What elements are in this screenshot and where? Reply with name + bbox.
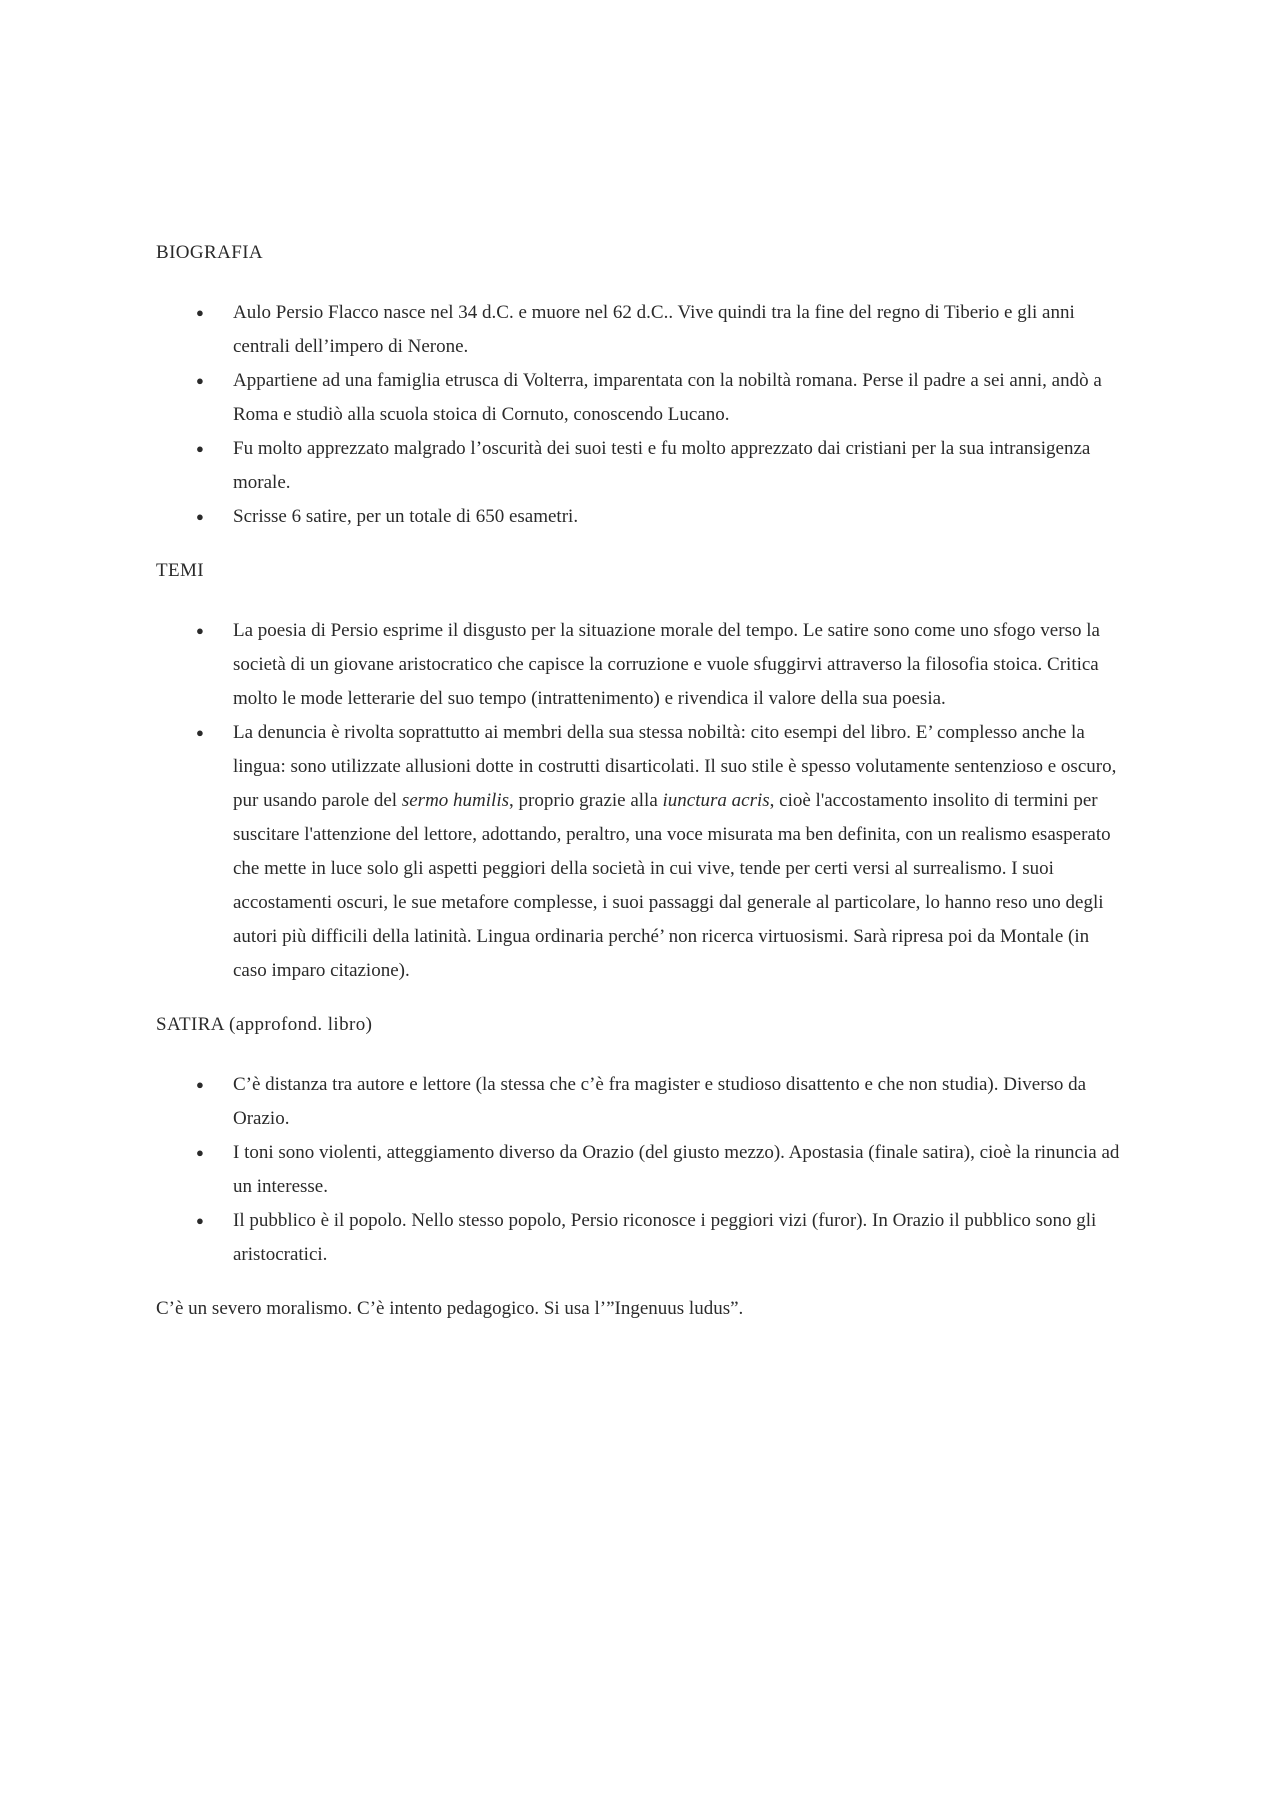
list-item: ● Fu molto apprezzato malgrado l’oscurità dei suoi testi e fu molto apprezzato dai cristiani per la sua intransigenza morale. <box>156 432 1126 500</box>
list-item: ● I toni sono violenti, atteggiamento diverso da Orazio (del giusto mezzo). Apostasia (finale satira), cioè la rinuncia ad un interesse. <box>156 1136 1126 1204</box>
closing-paragraph: C’è un severo moralismo. C’è intento pedagogico. Si usa l’”Ingenuus ludus”. <box>156 1298 744 1319</box>
list-item: ● Appartiene ad una famiglia etrusca di Volterra, imparentata con la nobiltà romana. Perse il padre a sei anni, andò a Roma e studiò alla scuola stoica di Cornuto, conoscendo Lucano. <box>156 364 1126 432</box>
list-item: ● Aulo Persio Flacco nasce nel 34 d.C. e muore nel 62 d.C.. Vive quindi tra la fine del regno di Tiberio e gli anni centrali dell’impero di Nerone. <box>156 296 1126 364</box>
list-item: ● La poesia di Persio esprime il disgusto per la situazione morale del tempo. Le satire sono come uno sfogo verso la società di un giovane aristocratico che capisce la corruzione e vuole sfuggirvi attraverso la filosofia stoica. Critica molto le mode letterarie del suo tempo (intrattenimento) e rivendica il valore della sua poesia. <box>156 614 1126 716</box>
bullet-icon: ● <box>196 1077 204 1092</box>
section-heading-satira: SATIRA (approfond. libro) <box>156 1014 373 1035</box>
bullet-icon: ● <box>196 441 204 456</box>
list-item: ● Scrisse 6 satire, per un totale di 650 esametri. <box>156 500 1126 534</box>
list-item: ● Il pubblico è il popolo. Nello stesso popolo, Persio riconosce i peggiori vizi (furor). In Orazio il pubblico sono gli aristocratici. <box>156 1204 1126 1272</box>
bullet-icon: ● <box>196 305 204 320</box>
bullet-icon: ● <box>196 373 204 388</box>
italic-term-iunctura-acris: iunctura acris <box>662 790 770 811</box>
list-item: ● C’è distanza tra autore e lettore (la stessa che c’è fra magister e studioso disattento e che non studia). Diverso da Orazio. <box>156 1068 1126 1136</box>
section-heading-biografia: BIOGRAFIA <box>156 242 264 263</box>
bullet-list-biografia <box>156 296 1126 534</box>
bullet-icon: ● <box>196 725 204 740</box>
document-page <box>156 240 1126 1326</box>
bullet-list-satira <box>156 1068 1126 1272</box>
bullet-icon: ● <box>196 1145 204 1160</box>
list-item: ● La denuncia è rivolta soprattutto ai membri della sua stessa nobiltà: cito esempi del libro. E’ complesso anche la lingua: sono utilizzate allusioni dotte in costrutti disarticolati. Il suo stile è spesso volutamente sentenzioso e oscuro, pur usando parole del sermo humilis, proprio grazie alla iunctura acris, cioè l'accostamento insolito di termini per suscitare l'attenzione del lettore, adottando, peraltro, una voce misurata ma ben definita, con un realismo esasperato che mette in luce solo gli aspetti peggiori della società in cui vive, tende per certi versi al surrealismo. I suoi accostamenti oscuri, le sue metafore complesse, i suoi passaggi dal generale al particolare, lo hanno reso uno degli autori più difficili della latinità. Lingua ordinaria perché’ non ricerca virtuosismi. Sarà ripresa poi da Montale (in caso imparo citazione). <box>156 716 1126 988</box>
bullet-list-temi <box>156 614 1126 988</box>
bullet-icon: ● <box>196 623 204 638</box>
bullet-icon: ● <box>196 509 204 524</box>
italic-term-sermo-humilis: sermo humilis <box>401 790 509 811</box>
section-heading-temi: TEMI <box>156 560 205 581</box>
bullet-icon: ● <box>196 1213 204 1228</box>
